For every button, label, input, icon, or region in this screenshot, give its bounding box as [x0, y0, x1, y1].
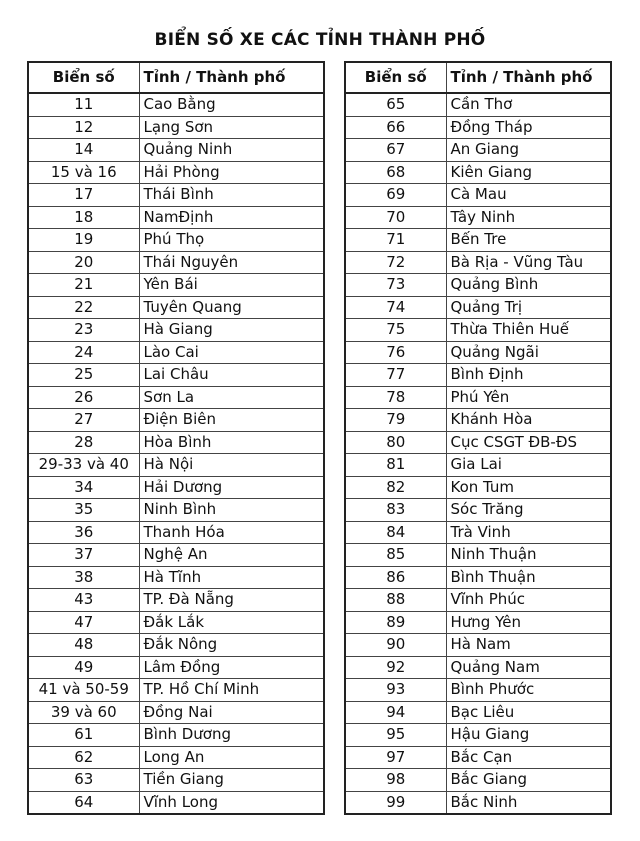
province-name-cell: An Giang	[446, 139, 611, 162]
table-row	[28, 116, 324, 139]
province-name-cell: Cao Bằng	[139, 93, 324, 116]
plate-code-cell: 70	[345, 206, 446, 229]
table-row	[28, 521, 324, 544]
province-name-cell: Bình Định	[446, 364, 611, 387]
province-name-cell: Long An	[139, 746, 324, 769]
table-row	[28, 409, 324, 432]
plate-code-cell: 80	[345, 431, 446, 454]
province-name-cell: Phú Yên	[446, 386, 611, 409]
table-body-left	[28, 93, 324, 814]
plate-code-cell: 69	[345, 184, 446, 207]
province-name-cell: Khánh Hòa	[446, 409, 611, 432]
province-name-cell: Vĩnh Long	[139, 791, 324, 814]
province-name-cell: Thừa Thiên Huế	[446, 319, 611, 342]
province-name-cell: Ninh Thuận	[446, 544, 611, 567]
plate-code-cell: 76	[345, 341, 446, 364]
plate-code-cell: 23	[28, 319, 139, 342]
table-row	[345, 476, 611, 499]
province-name-cell: Bắc Giang	[446, 769, 611, 792]
province-name-cell: Bắc Cạn	[446, 746, 611, 769]
table-row	[345, 746, 611, 769]
table-row	[345, 409, 611, 432]
province-name-cell: Cần Thơ	[446, 93, 611, 116]
table-row	[345, 184, 611, 207]
table-row	[28, 229, 324, 252]
plate-code-cell: 14	[28, 139, 139, 162]
province-name-cell: Thanh Hóa	[139, 521, 324, 544]
province-name-cell: Bắc Ninh	[446, 791, 611, 814]
province-name-cell: Quảng Trị	[446, 296, 611, 319]
plate-code-cell: 25	[28, 364, 139, 387]
plate-code-cell: 41 và 50-59	[28, 679, 139, 702]
plate-code-cell: 35	[28, 499, 139, 522]
table-header-row	[28, 62, 324, 93]
table-row	[345, 206, 611, 229]
table-row	[28, 656, 324, 679]
province-name-cell: NamĐịnh	[139, 206, 324, 229]
plate-code-cell: 89	[345, 611, 446, 634]
province-name-cell: Hưng Yên	[446, 611, 611, 634]
province-name-cell: Cục CSGT ĐB-ĐS	[446, 431, 611, 454]
table-row	[345, 611, 611, 634]
table-row	[345, 139, 611, 162]
plate-code-cell: 72	[345, 251, 446, 274]
table-row	[28, 93, 324, 116]
table-row	[28, 341, 324, 364]
plate-code-cell: 61	[28, 724, 139, 747]
table-row	[345, 521, 611, 544]
table-row	[28, 431, 324, 454]
plate-table-right	[344, 61, 612, 815]
table-row	[28, 274, 324, 297]
table-header-row	[345, 62, 611, 93]
province-name-cell: Lai Châu	[139, 364, 324, 387]
plate-code-cell: 64	[28, 791, 139, 814]
table-row	[345, 386, 611, 409]
table-row	[28, 566, 324, 589]
province-name-cell: Hà Giang	[139, 319, 324, 342]
province-name-cell: Nghệ An	[139, 544, 324, 567]
table-row	[345, 274, 611, 297]
plate-code-cell: 38	[28, 566, 139, 589]
plate-code-cell: 11	[28, 93, 139, 116]
province-name-cell: TP. Hồ Chí Minh	[139, 679, 324, 702]
province-name-cell: Trà Vinh	[446, 521, 611, 544]
column-header-province: Tỉnh / Thành phố	[446, 62, 611, 93]
province-name-cell: TP. Đà Nẵng	[139, 589, 324, 612]
plate-code-cell: 68	[345, 161, 446, 184]
province-name-cell: Điện Biên	[139, 409, 324, 432]
table-row	[345, 701, 611, 724]
table-row	[28, 499, 324, 522]
table-row	[345, 116, 611, 139]
plate-code-cell: 73	[345, 274, 446, 297]
province-name-cell: Ninh Bình	[139, 499, 324, 522]
plate-code-cell: 63	[28, 769, 139, 792]
plate-code-cell: 95	[345, 724, 446, 747]
plate-code-cell: 62	[28, 746, 139, 769]
table-row	[28, 724, 324, 747]
province-name-cell: Quảng Bình	[446, 274, 611, 297]
province-name-cell: Bình Dương	[139, 724, 324, 747]
table-row	[28, 476, 324, 499]
plate-code-cell: 34	[28, 476, 139, 499]
plate-code-cell: 12	[28, 116, 139, 139]
table-row	[345, 364, 611, 387]
table-row	[345, 769, 611, 792]
table-row	[345, 679, 611, 702]
table-row	[345, 499, 611, 522]
plate-code-cell: 79	[345, 409, 446, 432]
table-row	[345, 724, 611, 747]
table-row	[28, 386, 324, 409]
table-row	[345, 161, 611, 184]
province-name-cell: Tuyên Quang	[139, 296, 324, 319]
table-row	[345, 93, 611, 116]
table-row	[28, 611, 324, 634]
table-row	[28, 544, 324, 567]
plate-code-cell: 90	[345, 634, 446, 657]
table-row	[345, 656, 611, 679]
province-name-cell: Tây Ninh	[446, 206, 611, 229]
plate-code-cell: 71	[345, 229, 446, 252]
table-row	[28, 589, 324, 612]
plate-code-cell: 66	[345, 116, 446, 139]
province-name-cell: Quảng Ngãi	[446, 341, 611, 364]
province-name-cell: Bình Phước	[446, 679, 611, 702]
province-name-cell: Tiền Giang	[139, 769, 324, 792]
plate-code-cell: 98	[345, 769, 446, 792]
table-body-right	[345, 93, 611, 814]
table-row	[28, 206, 324, 229]
province-name-cell: Đắk Lắk	[139, 611, 324, 634]
province-name-cell: Hà Nam	[446, 634, 611, 657]
table-row	[28, 769, 324, 792]
column-header-code: Biển số	[28, 62, 139, 93]
province-name-cell: Sơn La	[139, 386, 324, 409]
plate-code-cell: 93	[345, 679, 446, 702]
plate-code-cell: 48	[28, 634, 139, 657]
province-name-cell: Đắk Nông	[139, 634, 324, 657]
table-row	[345, 566, 611, 589]
table-row	[345, 296, 611, 319]
table-row	[345, 589, 611, 612]
province-name-cell: Hòa Bình	[139, 431, 324, 454]
plate-code-cell: 84	[345, 521, 446, 544]
province-name-cell: Yên Bái	[139, 274, 324, 297]
table-row	[345, 791, 611, 814]
plate-code-cell: 82	[345, 476, 446, 499]
province-name-cell: Hà Nội	[139, 454, 324, 477]
province-name-cell: Lạng Sơn	[139, 116, 324, 139]
province-name-cell: Bà Rịa - Vũng Tàu	[446, 251, 611, 274]
table-row	[345, 454, 611, 477]
table-row	[345, 431, 611, 454]
table-row	[345, 251, 611, 274]
plate-code-cell: 85	[345, 544, 446, 567]
plate-code-cell: 21	[28, 274, 139, 297]
table-row	[28, 791, 324, 814]
table-row	[28, 184, 324, 207]
plate-code-cell: 22	[28, 296, 139, 319]
table-row	[28, 746, 324, 769]
plate-code-cell: 88	[345, 589, 446, 612]
table-row	[345, 544, 611, 567]
plate-code-cell: 43	[28, 589, 139, 612]
table-row	[28, 364, 324, 387]
plate-code-cell: 65	[345, 93, 446, 116]
table-row	[345, 229, 611, 252]
province-name-cell: Kon Tum	[446, 476, 611, 499]
plate-code-cell: 77	[345, 364, 446, 387]
table-row	[28, 296, 324, 319]
plate-code-cell: 37	[28, 544, 139, 567]
plate-code-cell: 67	[345, 139, 446, 162]
plate-code-cell: 15 và 16	[28, 161, 139, 184]
table-row	[345, 319, 611, 342]
plate-code-cell: 36	[28, 521, 139, 544]
plate-code-cell: 78	[345, 386, 446, 409]
province-name-cell: Sóc Trăng	[446, 499, 611, 522]
province-name-cell: Hải Dương	[139, 476, 324, 499]
province-name-cell: Bến Tre	[446, 229, 611, 252]
province-name-cell: Phú Thọ	[139, 229, 324, 252]
province-name-cell: Quảng Ninh	[139, 139, 324, 162]
plate-code-cell: 75	[345, 319, 446, 342]
plate-code-cell: 26	[28, 386, 139, 409]
province-name-cell: Bạc Liêu	[446, 701, 611, 724]
province-name-cell: Hà Tĩnh	[139, 566, 324, 589]
province-name-cell: Lâm Đồng	[139, 656, 324, 679]
plate-code-cell: 99	[345, 791, 446, 814]
province-name-cell: Cà Mau	[446, 184, 611, 207]
province-name-cell: Bình Thuận	[446, 566, 611, 589]
plate-code-cell: 17	[28, 184, 139, 207]
table-row	[345, 634, 611, 657]
plate-code-cell: 81	[345, 454, 446, 477]
province-name-cell: Kiên Giang	[446, 161, 611, 184]
province-name-cell: Quảng Nam	[446, 656, 611, 679]
plate-code-cell: 47	[28, 611, 139, 634]
province-name-cell: Hậu Giang	[446, 724, 611, 747]
table-row	[28, 161, 324, 184]
province-name-cell: Gia Lai	[446, 454, 611, 477]
province-name-cell: Hải Phòng	[139, 161, 324, 184]
province-name-cell: Thái Nguyên	[139, 251, 324, 274]
plate-code-cell: 92	[345, 656, 446, 679]
plate-code-cell: 28	[28, 431, 139, 454]
plate-code-cell: 20	[28, 251, 139, 274]
column-header-province: Tỉnh / Thành phố	[139, 62, 324, 93]
plate-code-cell: 83	[345, 499, 446, 522]
table-row	[28, 251, 324, 274]
plate-code-cell: 97	[345, 746, 446, 769]
plate-code-cell: 49	[28, 656, 139, 679]
table-row	[28, 701, 324, 724]
plate-code-cell: 39 và 60	[28, 701, 139, 724]
table-row	[28, 454, 324, 477]
column-header-code: Biển số	[345, 62, 446, 93]
province-name-cell: Đồng Nai	[139, 701, 324, 724]
page-title: BIỂN SỐ XE CÁC TỈNH THÀNH PHỐ	[154, 30, 486, 50]
plate-table-left	[27, 61, 325, 815]
table-row	[345, 341, 611, 364]
province-name-cell: Đồng Tháp	[446, 116, 611, 139]
plate-code-cell: 27	[28, 409, 139, 432]
plate-code-cell: 29-33 và 40	[28, 454, 139, 477]
plate-code-cell: 86	[345, 566, 446, 589]
province-name-cell: Vĩnh Phúc	[446, 589, 611, 612]
plate-code-cell: 24	[28, 341, 139, 364]
plate-code-cell: 18	[28, 206, 139, 229]
table-row	[28, 634, 324, 657]
table-row	[28, 319, 324, 342]
table-row	[28, 139, 324, 162]
province-name-cell: Thái Bình	[139, 184, 324, 207]
plate-code-cell: 19	[28, 229, 139, 252]
table-row	[28, 679, 324, 702]
province-name-cell: Lào Cai	[139, 341, 324, 364]
plate-code-cell: 94	[345, 701, 446, 724]
plate-code-cell: 74	[345, 296, 446, 319]
